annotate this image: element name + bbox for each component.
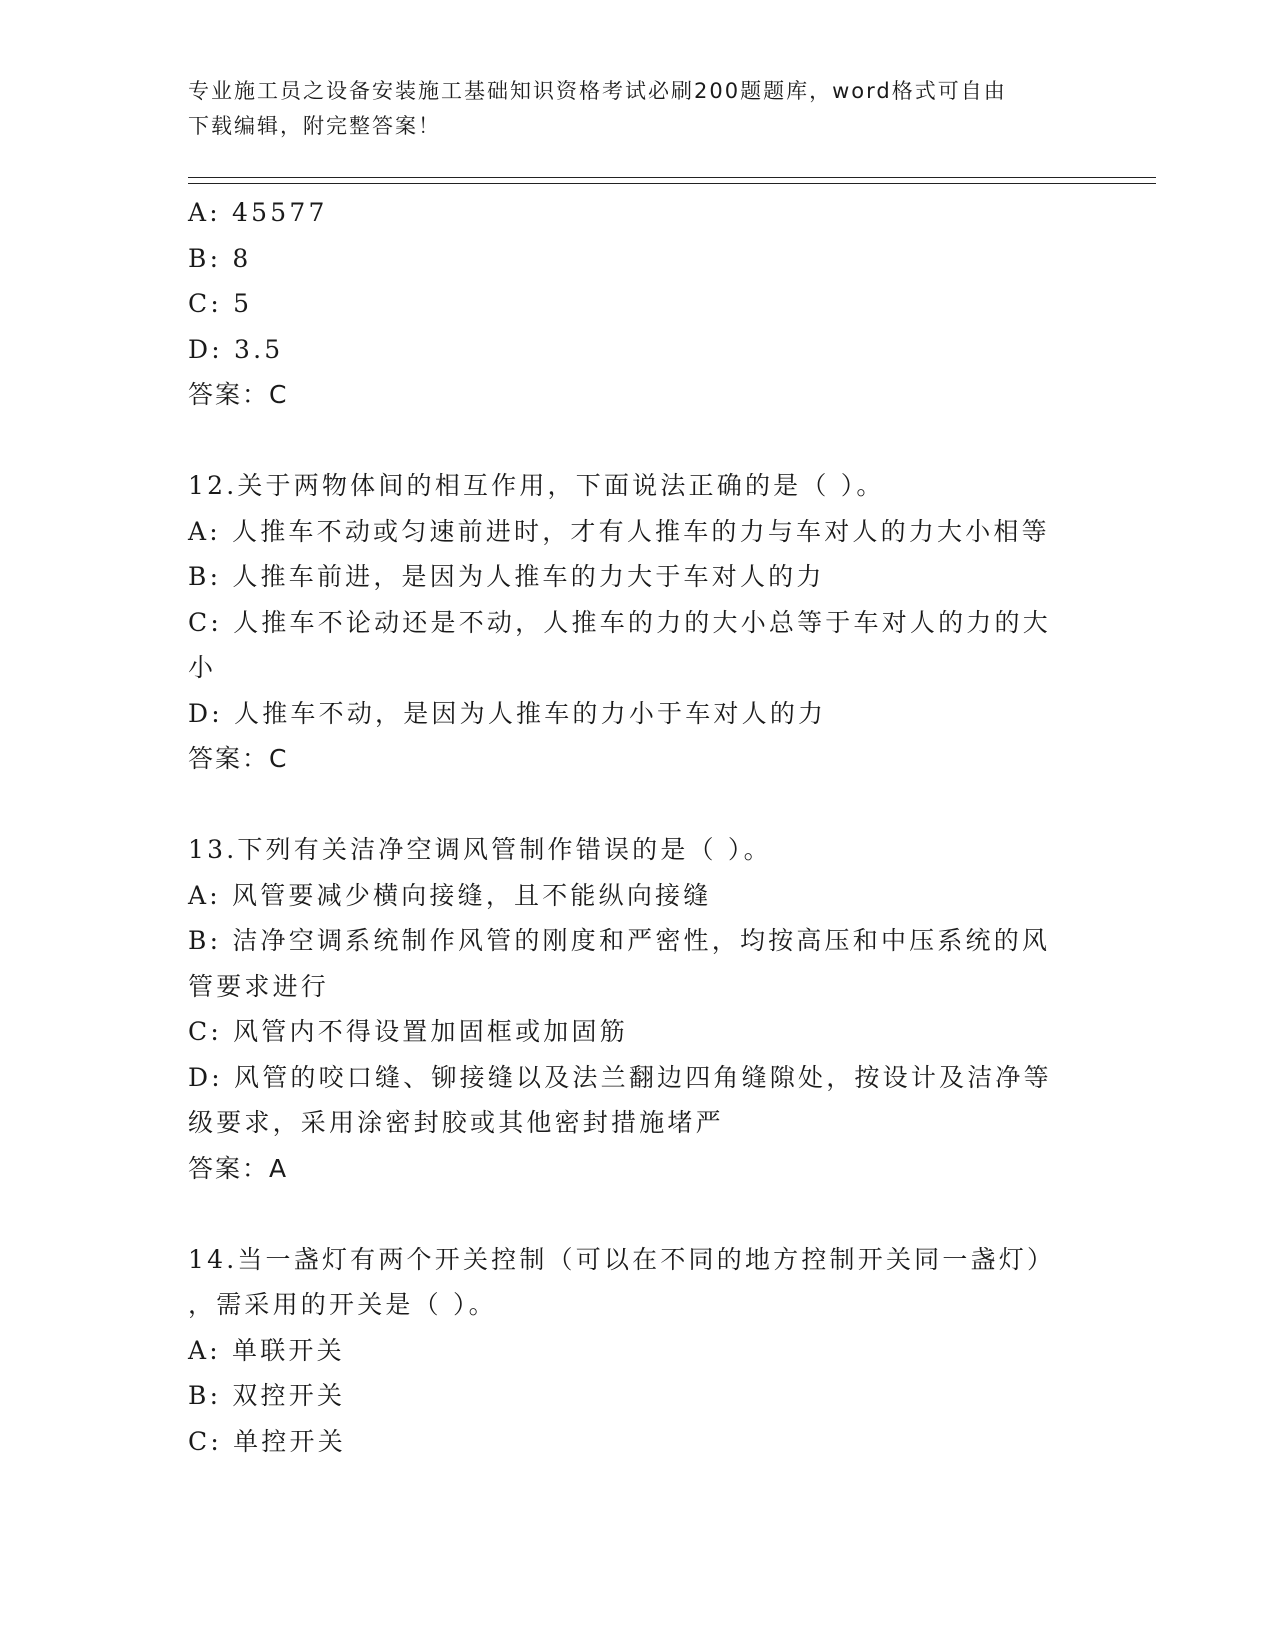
header-line-1: 专业施工员之设备安装施工基础知识资格考试必刷200题题库，word格式可自由 [188,79,1007,103]
spacer [188,418,1068,464]
question-title: 12.关于两物体间的相互作用，下面说法正确的是（ ）。 [188,471,885,500]
header-line-2: 下载编辑，附完整答案！ [188,114,441,138]
option-a: A: 风管要减少横向接缝，且不能纵向接缝 [188,880,712,910]
option-c: C: 5 [188,289,253,318]
option-b: B: 双控开关 [188,1381,346,1410]
question-title: 14.当一盏灯有两个开关控制（可以在不同的地方控制开关同一盏灯） [188,1244,1056,1274]
option-d: D: 人推车不动，是因为人推车的力小于车对人的力 [188,698,827,728]
option-c: C: 风管内不得设置加固框或加固筋 [188,1017,628,1046]
answer-line: 答案：C [188,380,289,409]
option-c: C: 单控开关 [188,1426,346,1456]
option-a: A: 45577 [188,198,328,227]
spacer [188,1191,1068,1237]
option-d: D: 3.5 [188,334,284,364]
option-d-continued: 级要求，采用涂密封胶或其他密封措施堵严 [188,1108,724,1137]
question-list [188,190,1068,1464]
option-d: D: 风管的咬口缝、铆接缝以及法兰翻边四角缝隙处，按设计及洁净等 [188,1062,1052,1092]
option-c-continued: 小 [188,653,217,682]
question-11 [188,190,1068,418]
option-a: A: 人推车不动或匀速前进时，才有人推车的力与车对人的力大小相等 [188,516,1050,546]
option-b: B: 洁净空调系统制作风管的刚度和严密性，均按高压和中压系统的风 [188,926,1051,955]
question-13 [188,827,1068,1191]
answer-line: 答案：A [188,1153,289,1183]
question-12 [188,463,1068,782]
answer-line: 答案：C [188,744,289,773]
question-title-continued: ，需采用的开关是（ ）。 [188,1290,497,1319]
question-title: 13.下列有关洁净空调风管制作错误的是（ ）。 [188,835,772,864]
header-divider-top [188,177,1156,178]
question-14 [188,1237,1068,1465]
document-header [188,74,1068,144]
option-b-continued: 管要求进行 [188,971,330,1001]
option-b: B: 8 [188,243,252,273]
option-c: C: 人推车不论动还是不动，人推车的力的大小总等于车对人的力的大 [188,607,1051,637]
spacer [188,782,1068,828]
option-b: B: 人推车前进，是因为人推车的力大于车对人的力 [188,562,825,591]
option-a: A: 单联开关 [188,1335,345,1365]
header-divider-bottom [188,183,1156,184]
